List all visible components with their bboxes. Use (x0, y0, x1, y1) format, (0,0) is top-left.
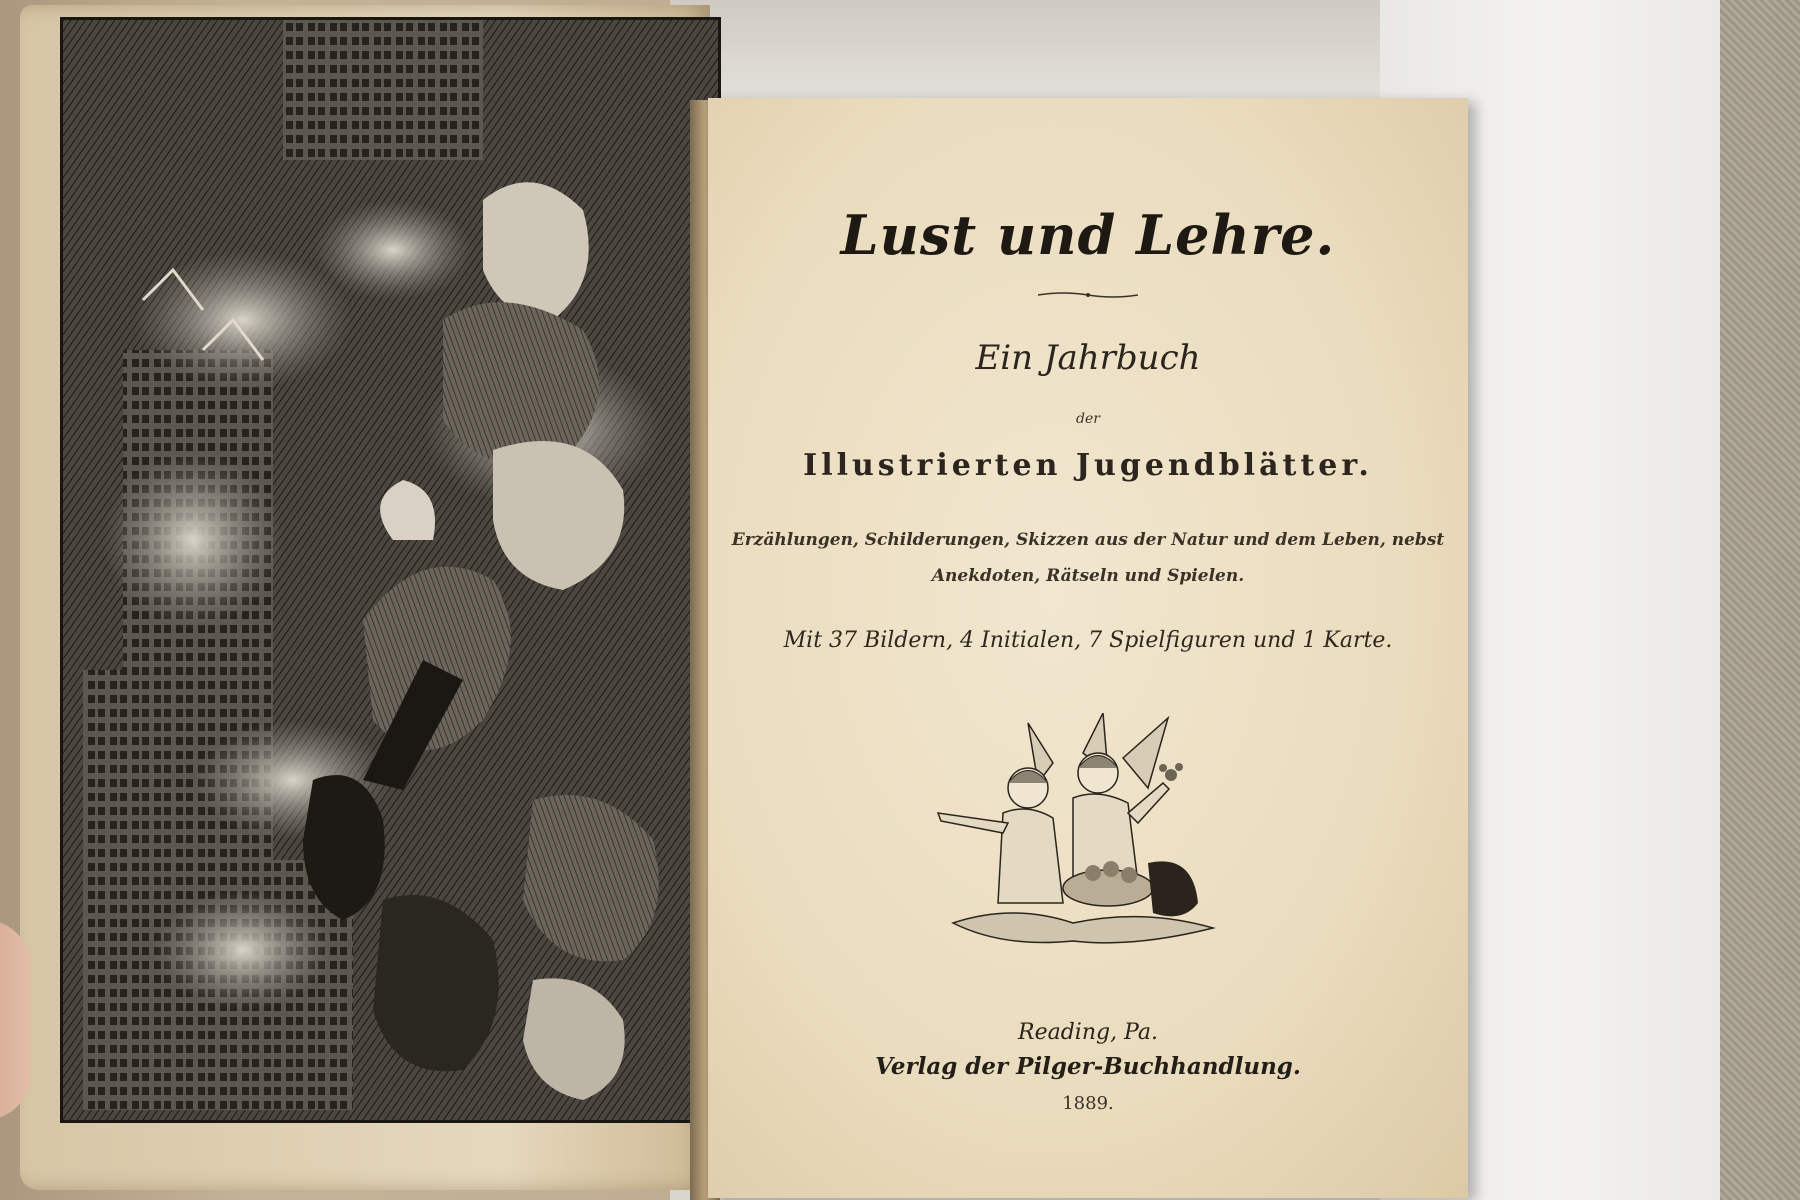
frontispiece-engraving (60, 17, 721, 1123)
engraving-illustration (63, 20, 718, 1120)
connector-text: der (1076, 411, 1100, 427)
contents-line-2: Anekdoten, Rätseln und Spielen. (931, 566, 1245, 586)
title-page (708, 98, 1468, 1198)
publication-year: 1889. (1062, 1093, 1114, 1114)
thumb (0, 920, 30, 1120)
publisher: Verlag der Pilger-Buchhandlung. (875, 1053, 1301, 1080)
angels-vignette (933, 713, 1233, 953)
left-page (20, 5, 710, 1190)
illustrations-line: Mit 37 Bildern, 4 Initialen, 7 Spielfiguren und 1 Karte. (783, 628, 1393, 653)
book-subtitle: Ein Jahrbuch (975, 338, 1201, 378)
contents-line-1: Erzählungen, Schilderungen, Skizzen aus der Natur und dem Leben, nebst (731, 530, 1445, 550)
publication-place: Reading, Pa. (1018, 1020, 1158, 1045)
book-title: Lust und Lehre. (840, 203, 1336, 267)
title-page-text (708, 98, 1468, 1198)
ornamental-rule (1038, 290, 1138, 300)
series-title: Illustrierten Jugendblätter. (803, 448, 1373, 483)
background-fabric (1720, 0, 1800, 1200)
